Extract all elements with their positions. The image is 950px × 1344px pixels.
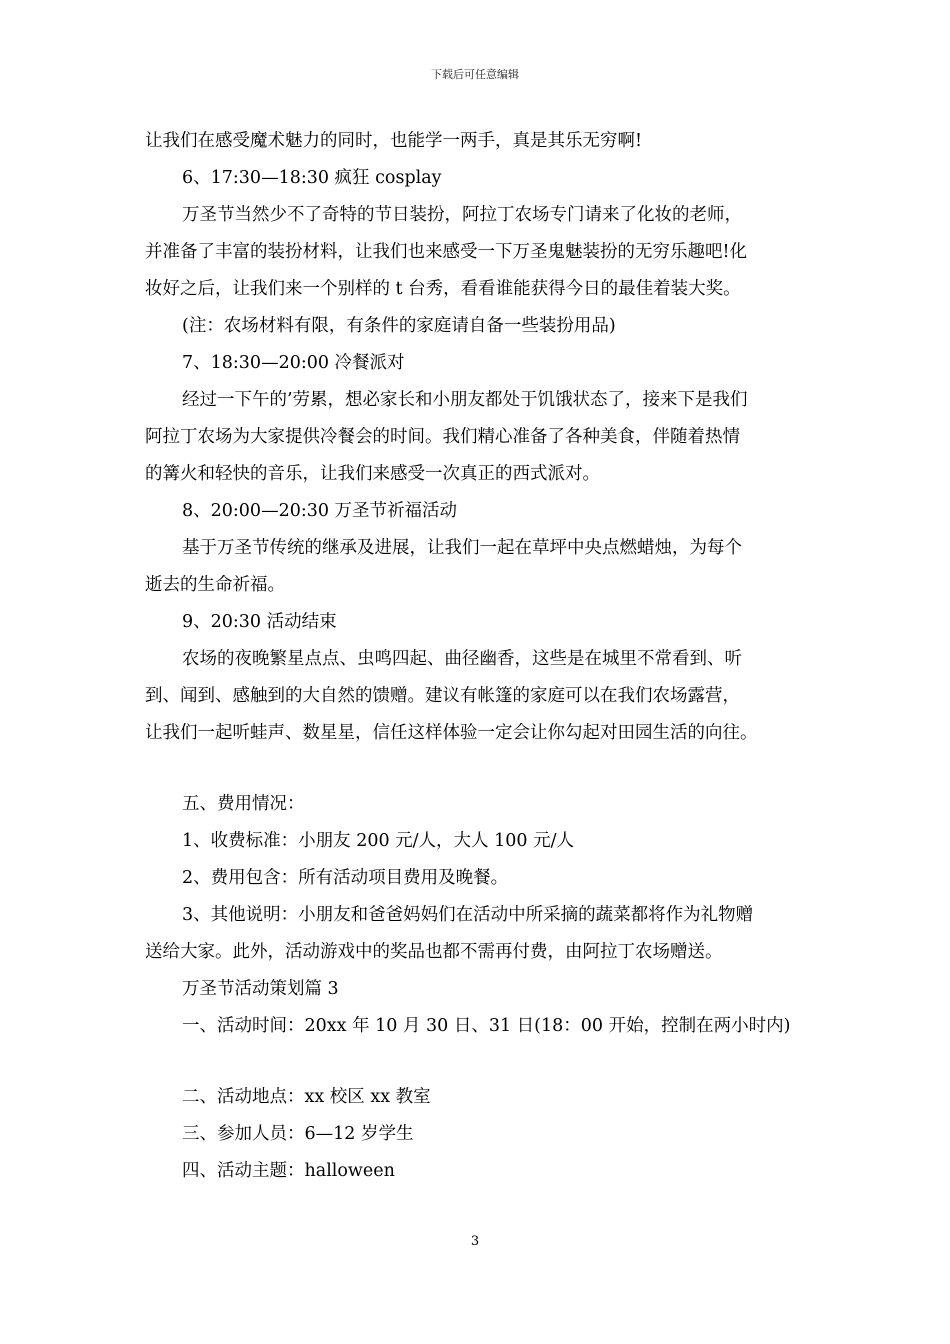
page-number: 3 [470, 1234, 480, 1249]
paragraph-line: 农场的夜晚繁星点点、虫鸣四起、曲径幽香，这些是在城里不常看到、听 [182, 649, 742, 669]
paragraph-line: 三、参加人员：6—12 岁学生 [182, 1124, 414, 1144]
paragraph-line: 五、费用情况： [182, 794, 305, 814]
paragraph-line: 1、收费标准：小朋友 200 元/人，大人 100 元/人 [182, 831, 574, 851]
paragraph-line: 到、闻到、感触到的大自然的馈赠。建议有帐篷的家庭可以在我们农场露营， [145, 686, 740, 706]
paragraph-line: 基于万圣节传统的继承及进展，让我们一起在草坪中央点燃蜡烛，为每个 [182, 538, 742, 558]
paragraph-line: 万圣节当然少不了奇特的节日装扮，阿拉丁农场专门请来了化妆的老师， [182, 205, 742, 225]
paragraph-line: 让我们一起听蛙声、数星星，信任这样体验一定会让你勾起对田园生活的向往。 [145, 723, 758, 743]
paragraph-line: 送给大家。此外，活动游戏中的奖品也都不需再付费，由阿拉丁农场赠送。 [145, 942, 723, 962]
paragraph-line: 并准备了丰富的装扮材料，让我们也来感受一下万圣鬼魅装扮的无穷乐趣吧!化 [145, 242, 748, 262]
paragraph-line: 2、费用包含：所有活动项目费用及晚餐。 [182, 868, 509, 888]
paragraph-line: 四、活动主题：halloween [182, 1161, 395, 1181]
blank-line [145, 1045, 815, 1079]
paragraph-line: 3、其他说明：小朋友和爸爸妈妈们在活动中所采摘的蔬菜都将作为礼物赠 [182, 905, 754, 925]
paragraph-line: (注：农场材料有限，有条件的家庭请自备一些装扮用品) [182, 316, 616, 336]
paragraph-line: 的篝火和轻快的音乐，让我们来感受一次真正的西式派对。 [145, 464, 600, 484]
paragraph-line: 妆好之后，让我们来一个别样的 t 台秀，看看谁能获得今日的最佳着装大奖。 [145, 279, 741, 299]
paragraph-line: 一、活动时间：20xx 年 10 月 30 日、31 日(18：00 开始，控制在两小时内) [182, 1016, 791, 1036]
paragraph-line: 万圣节活动策划篇 3 [182, 979, 339, 999]
paragraph-line: 7、18:30—20:00 冷餐派对 [182, 353, 405, 373]
page-header: 下载后可任意编辑 [431, 68, 519, 81]
paragraph-line: 让我们在感受魔术魅力的同时，也能学一两手，真是其乐无穷啊! [145, 131, 643, 151]
paragraph-line: 6、17:30—18:30 疯狂 cosplay [182, 168, 442, 188]
document-body [145, 123, 815, 1190]
paragraph-line: 逝去的生命祈福。 [145, 575, 285, 595]
blank-line [145, 752, 815, 786]
paragraph-line: 经过一下午的’劳累，想必家长和小朋友都处于饥饿状态了，接来下是我们 [182, 390, 748, 410]
paragraph-line: 8、20:00—20:30 万圣节祈福活动 [182, 501, 458, 521]
paragraph-line: 9、20:30 活动结束 [182, 612, 337, 632]
paragraph-line: 阿拉丁农场为大家提供冷餐会的时间。我们精心准备了各种美食，伴随着热情 [145, 427, 740, 447]
paragraph-line: 二、活动地点：xx 校区 xx 教室 [182, 1087, 431, 1107]
